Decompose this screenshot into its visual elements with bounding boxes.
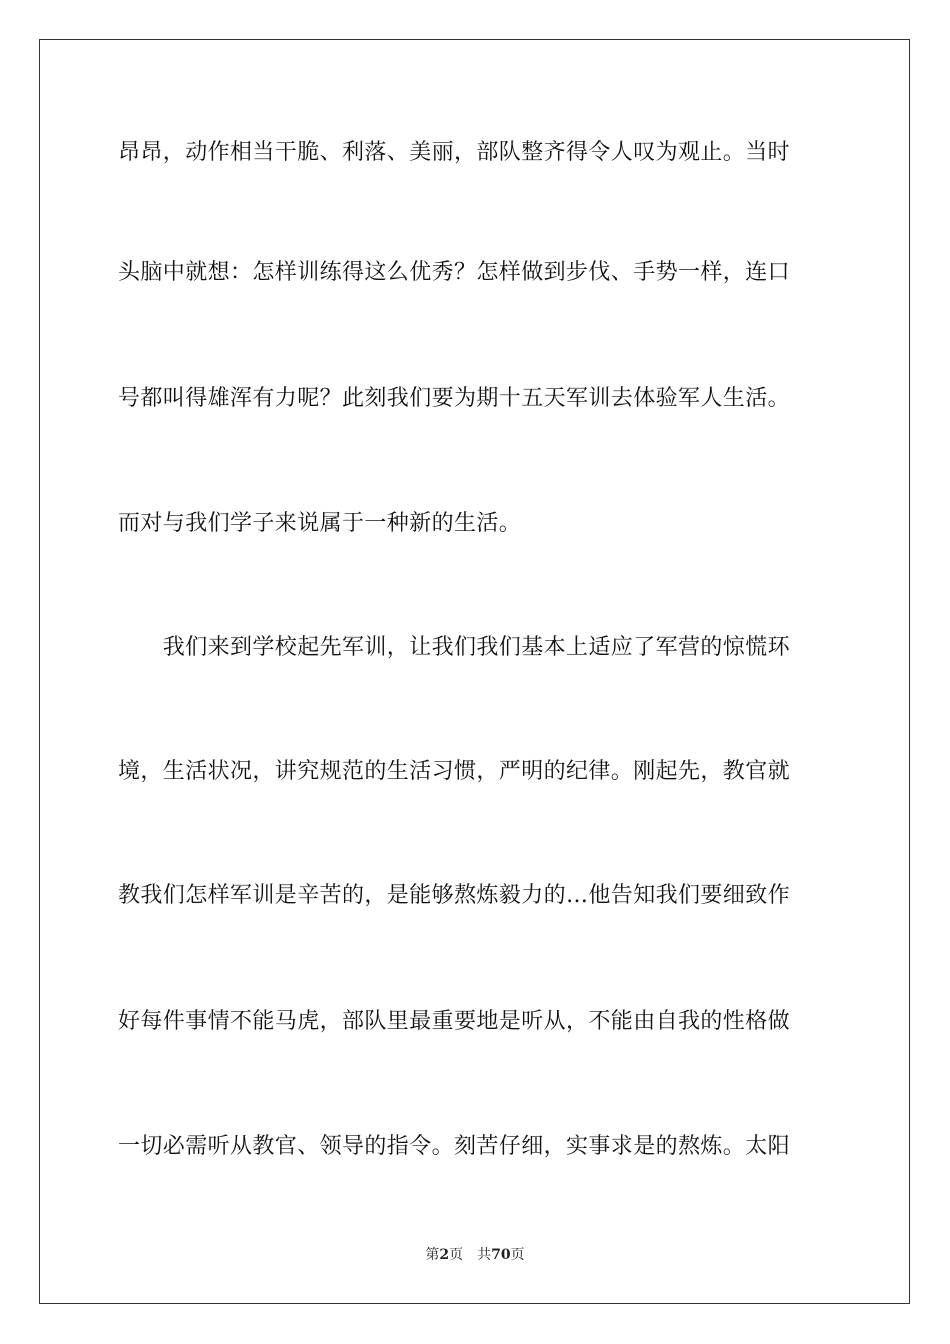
page-number: 2 xyxy=(439,1247,450,1263)
body-text-line: 而对与我们学子来说属于一种新的生活。 xyxy=(118,511,522,536)
body-text-line: 我们来到学校起先军训，让我们我们基本上适应了军营的惊慌环 xyxy=(118,635,791,660)
body-text-line: 昂昂，动作相当干脆、利落、美丽，部队整齐得令人叹为观止。当时 xyxy=(118,140,791,165)
page-border xyxy=(39,39,910,1304)
total-pages: 70 xyxy=(491,1247,511,1263)
total-prefix: 共 xyxy=(477,1247,492,1263)
body-text-line: 境，生活状况，讲究规范的生活习惯，严明的纪律。刚起先，教官就 xyxy=(118,759,791,784)
body-text-line: 头脑中就想：怎样训练得这么优秀？怎样做到步伐、手势一样，连口 xyxy=(118,260,791,285)
body-text-line: 教我们怎样军训是辛苦的，是能够熬炼毅力的…他告知我们要细致作 xyxy=(118,883,791,908)
page-prefix: 第 xyxy=(425,1247,440,1263)
page-footer xyxy=(0,1246,950,1264)
page-suffix: 页 xyxy=(449,1247,464,1263)
body-text-line: 好每件事情不能马虎，部队里最重要地是听从，不能由自我的性格做 xyxy=(118,1009,791,1034)
total-suffix: 页 xyxy=(510,1247,525,1263)
body-text-line: 一切必需听从教官、领导的指令。刻苦仔细，实事求是的熬炼。太阳 xyxy=(118,1134,791,1159)
body-text-line: 号都叫得雄浑有力呢？此刻我们要为期十五天军训去体验军人生活。 xyxy=(118,386,791,411)
